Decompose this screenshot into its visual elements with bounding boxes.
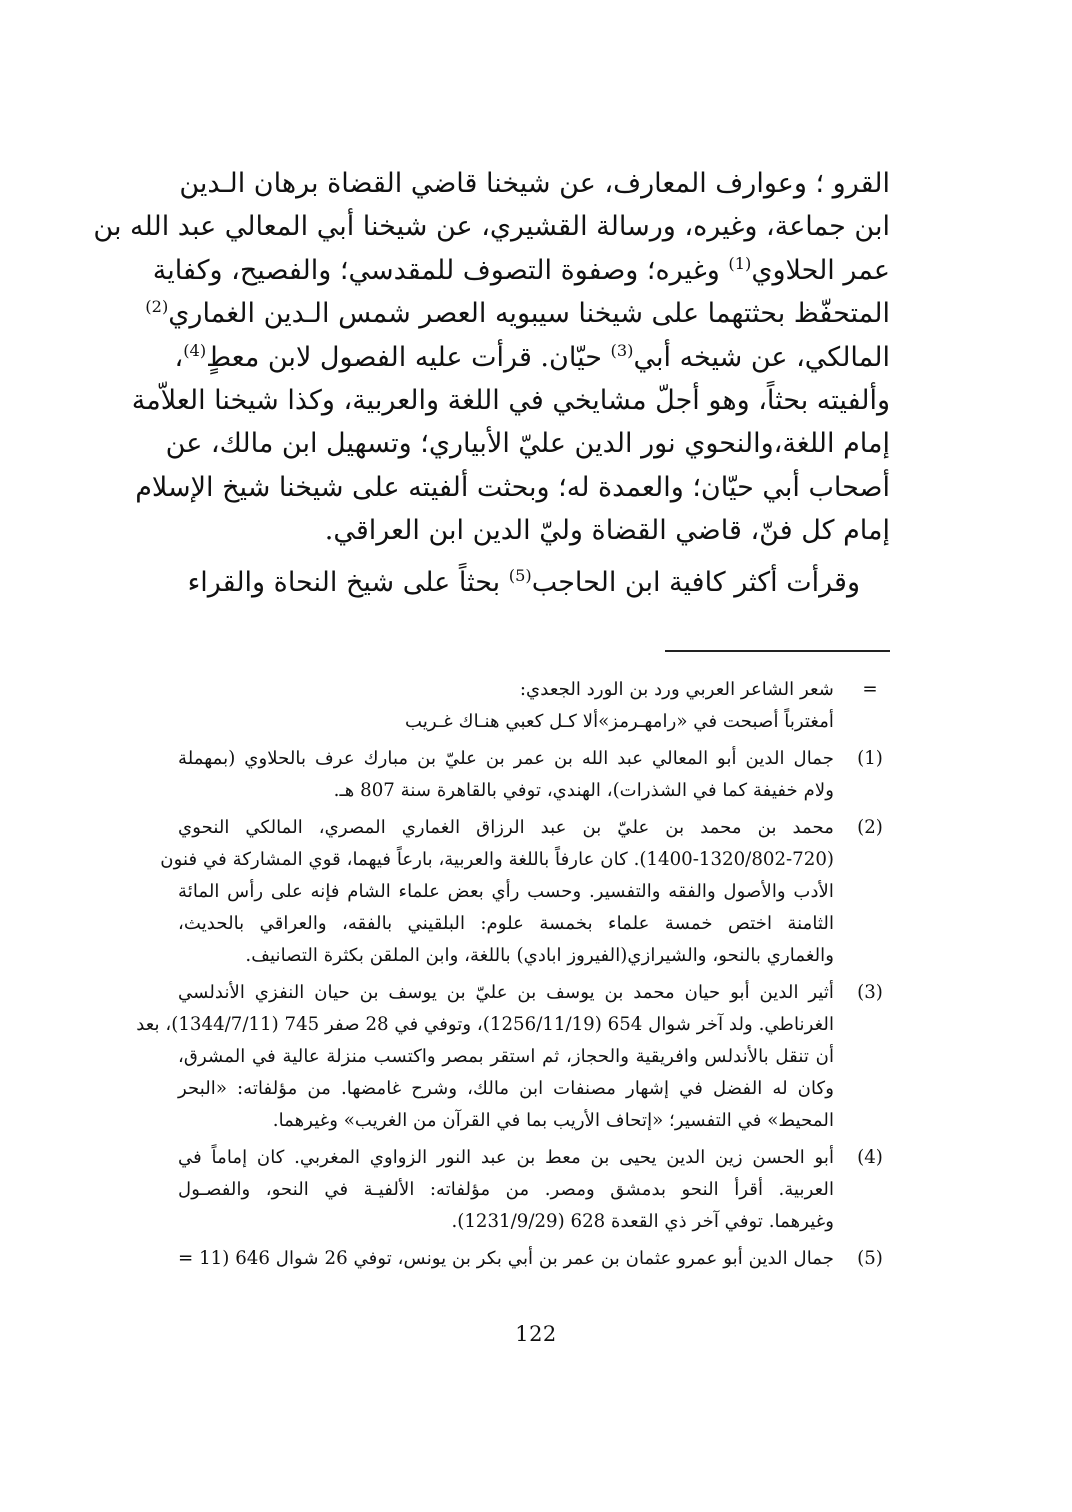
verse-hemistich: ألا كـل كعبي هنـاك غـريب (405, 711, 599, 732)
footnote-ref[interactable]: (5) (508, 565, 532, 585)
text-line: إمام كل فنّ، قاضي القضاة وليّ الدين ابن العراقي. (324, 515, 890, 547)
footnote-number: (2) (857, 817, 883, 838)
text-line: إمام اللغة،والنحوي نور الدين عليّ الأبياري؛ وتسهيل ابن مالك، عن (165, 428, 890, 460)
footnote (136, 977, 890, 1137)
footnote-line: (1400-1320/802-720). كان عارفاً باللغة والعربية، بارعاً فيهما، قوي المشاركة في فنون (160, 849, 834, 870)
footnote (178, 743, 890, 807)
footnote-line: الأدب والأصول والفقه والتفسير. وحسب رأي بعض علماء الشام فإنه على رأس المائة (178, 881, 834, 902)
text-line: المتحفّظ بحثتهما على شيخنا سيبويه العصر شمس الـدين الغماري$^{(2)}$ (145, 297, 890, 330)
footnote-number: (1) (857, 748, 883, 769)
footnote-continuation (178, 674, 890, 738)
text-line: وألفيته بحثاً، وهو أجلّ مشايخي في اللغة والعربية، وكذا شيخنا العلاّمة (131, 385, 890, 417)
footnote-line: أن تنقل بالأندلس وافريقية والحجاز، ثم استقر بمصر واكتسب منزلة عالية في المشرق، (178, 1046, 834, 1067)
footnote-number: (3) (857, 982, 883, 1003)
footnote-number: = (862, 679, 878, 700)
verse-line (178, 706, 834, 738)
footnote-line: أبو الحسن زين الدين يحيى بن معط بن عبد النور الزواوي المغربي. كان إماماً في (178, 1147, 834, 1168)
footnotes (136, 674, 890, 1280)
text-line: عمر الحلاوي$^{(1)}$ وغيره؛ وصفوة التصوف للمقدسي؛ والفصيح، وكفاية (152, 253, 890, 286)
footnote-line: شعر الشاعر العربي ورد بن الورد الجعدي: (519, 679, 834, 700)
main-text (93, 162, 890, 604)
text-line: وقرأت أكثر كافية ابن الحاجب$^{(5)}$ بحثاً على شيخ النحاة والقراء (187, 565, 860, 598)
text-line: القرو ؛ وعوارف المعارف، عن شيخنا قاضي القضاة برهان الـدين (179, 168, 890, 199)
footnote-line: وغيرهما. توفي آخر ذي القعدة 628 (1231/9/29). (451, 1211, 834, 1232)
footnote-line: وكان له الفضل في إشهار مصنفات ابن مالك، وشرح غامضها. من مؤلفاته: «البحر (178, 1078, 834, 1099)
footnote-ref[interactable]: (3) (610, 340, 634, 360)
footnote (160, 812, 890, 972)
footnote-line: جمال الدين أبو المعالي عبد الله بن عمر بن عليّ بن مبارك عرف بالحلاوي (بمهملة (178, 748, 834, 769)
text-line: المالكي، عن شيخه أبي$^{(3)}$ حيّان. قرأت عليه الفصول لابن معطٍ$^{(4)}$، (174, 340, 890, 373)
footnote-line: الثامنة اختص خمسة علماء بخمسة علوم: البلقيني بالفقه، والعراقي بالحديث، (178, 913, 834, 934)
footnote (178, 1243, 890, 1275)
footnote-ref[interactable]: (4) (183, 340, 207, 360)
footnote (178, 1142, 890, 1238)
footnote-number: (5) (857, 1248, 883, 1269)
footnote-number: (4) (857, 1147, 883, 1168)
footnote-ref[interactable]: (2) (145, 297, 169, 317)
footnote-line: جمال الدين أبو عمرو عثمان بن عمر بن أبي بكر بن يونس، توفي 26 شوال 646 (11 = (178, 1248, 835, 1269)
footnote-line: محمد بن محمد بن عليّ بن عبد الرزاق الغماري المصري، المالكي النحوي (178, 817, 834, 838)
footnote-line: أثير الدين أبو حيان محمد بن يوسف بن عليّ بن يوسف بن حيان النفزي الأندلسي (178, 982, 834, 1003)
footnote-ref[interactable]: (1) (728, 253, 752, 273)
footnote-separator (665, 650, 890, 652)
footnote-line: العربية. أقرأ النحو بدمشق ومصر. من مؤلفاته: الألفيـة في النحو، والفصـول (178, 1179, 834, 1200)
footnote-line: المحيط» في التفسير؛ «إتحاف الأريب بما في القرآن من الغريب» وغيرهما. (272, 1110, 834, 1131)
verse-hemistich: أمغترباً أصبحت في «رامهـرمز» (598, 711, 834, 732)
footnote-line: ولام خفيفة كما في الشذرات)، الهندي، توفي بالقاهرة سنة 807 هـ. (333, 780, 834, 801)
text-line: أصحاب أبي حيّان؛ والعمدة له؛ وبحثت ألفيته على شيخنا شيخ الإسلام (135, 471, 890, 503)
text-line: ابن جماعة، وغيره، ورسالة القشيري، عن شيخنا أبي المعالي عبد الله بن (93, 211, 890, 243)
page-number: 122 (515, 1322, 557, 1346)
footnote-line: الغرناطي. ولد آخر شوال 654 (1256/11/19)، وتوفي في 28 صفر 745 (1344/7/11)، بعد (136, 1014, 834, 1035)
footnote-line: والغماري بالنحو، والشيرازي(الفيروز ابادي) باللغة، وابن الملقن بكثرة التصانيف. (245, 945, 834, 966)
